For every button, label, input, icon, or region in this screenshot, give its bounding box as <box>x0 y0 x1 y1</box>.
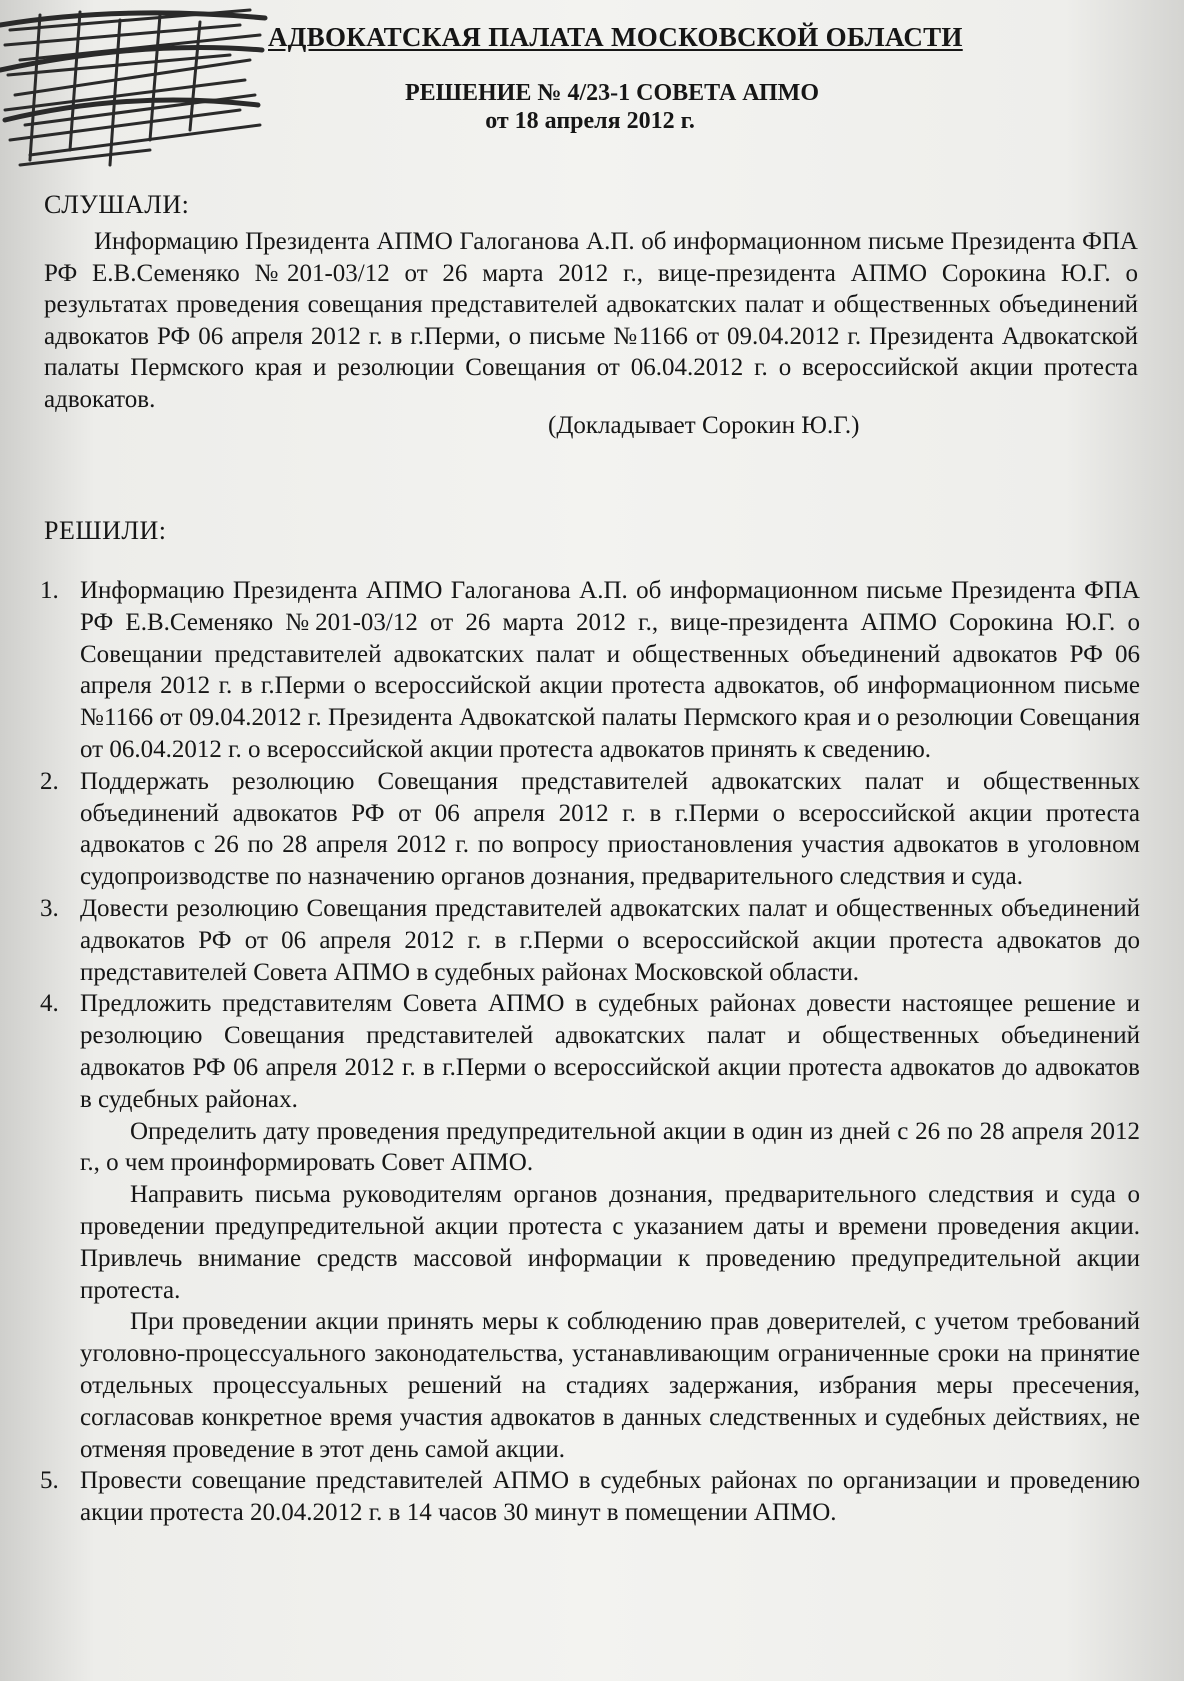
decision-item-1 <box>40 575 1140 766</box>
item-number: 3. <box>40 894 59 922</box>
item4-paragraph: При проведении акции принять меры к соблюдению прав доверителей, с учетом требований уголовно-процессуального законодательства, устанавливающим ограниченные сроки на принятие отдельных процессуальных решений на стадиях задержания, избрания меры пресечения, согласовав конкретное время участия адвокатов в данных следственных и судебных действиях, не отменяя проведение в этот день самой акции. <box>80 1308 1140 1463</box>
reporter-note: (Докладывает Сорокин Ю.Г.) <box>548 412 860 439</box>
decision-title: РЕШЕНИЕ № 4/23-1 СОВЕТА АПМО <box>404 80 820 106</box>
item-text: Довести резолюцию Совещания представителей адвокатских палат и общественных объединений адвокатов РФ от 06 апреля 2012 г. в г.Перми о всероссийской акции протеста адвокатов до представителей Совета АПМО в судебных районах Московской области. <box>80 894 1140 986</box>
item4-paragraph: Определить дату проведения предупредительной акции в один из дней с 26 по 28 апреля 2012 г., о чем проинформировать Совет АПМО. <box>80 1117 1140 1177</box>
item-text: Предложить представителям Совета АПМО в судебных районах довести настоящее решение и резолюцию Совещания представителей адвокатских палат и общественных объединений адвокатов РФ 06 апреля 2012 г. в г.Перми о всероссийской акции протеста адвокатов до адвокатов в судебных районах. <box>80 990 1140 1113</box>
decided-label: РЕШИЛИ: <box>44 516 167 545</box>
item-text: Провести совещание представителей АПМО в судебных районах по организации и проведению акции протеста 20.04.2012 г. в 14 часов 30 минут в помещении АПМО. <box>80 1467 1140 1527</box>
organization-name: АДВОКАТСКАЯ ПАЛАТА МОСКОВСКОЙ ОБЛАСТИ <box>268 22 963 52</box>
item-number: 5. <box>40 1467 59 1495</box>
item-number: 1. <box>40 577 59 604</box>
decision-item-3 <box>40 893 1140 988</box>
heard-label: СЛУШАЛИ: <box>44 190 190 219</box>
heard-text: Информацию Президента АПМО Галоганова А.П. об информационном письме Президента ФПА РФ Е.В.Семеняко №201-03/12 от 26 марта 2012 г., вице-президента АПМО Сорокина Ю.Г. о результатах проведения совещания представителей адвокатских палат и общественных объединений адвокатов РФ 06 апреля 2012 г. в г.Перми, о письме №1166 от 09.04.2012 г. Президента Адвокатской палаты Пермского края и резолюции Совещания от 06.04.2012 г. о всероссийской акции протеста адвокатов. <box>44 228 1138 413</box>
decision-item-5 <box>40 1465 1140 1529</box>
item-text: Поддержать резолюцию Совещания представителей адвокатских палат и общественных объединений адвокатов РФ от 06 апреля 2012 г. в г.Перми о всероссийской акции протеста адвокатов с 26 по 28 апреля 2012 г. по вопросу приостановления участия адвокатов в уголовном судопроизводстве по назначению органов дознания, предварительного следствия и суда. <box>80 767 1140 891</box>
decision-date: от 18 апреля 2012 г. <box>485 108 695 134</box>
item4-paragraph: Направить письма руководителям органов дознания, предварительного следствия и суда о проведении предупредительной акции протеста с указанием даты и времени проведения акции. Привлечь внимание средств массовой информации к проведению предупредительной акции протеста. <box>80 1181 1140 1304</box>
decision-item-4 <box>40 988 1140 1115</box>
decision-item-2 <box>40 766 1140 893</box>
decision-list <box>40 575 1140 1529</box>
item-number: 4. <box>40 990 59 1018</box>
item-text: Информацию Президента АПМО Галоганова А.П. об информационном письме Президента ФПА РФ Е.В.Семеняко №201-03/12 от 26 марта 2012 г., вице-президента АПМО Сорокина Ю.Г. о Совещании представителей адвокатских палат и общественных объединений адвокатов РФ 06 апреля 2012 г. в г.Перми о всероссийской акции протеста адвокатов, об информационном письме №1166 от 09.04.2012 г. Президента Адвокатской палаты Пермского края и о резолюции Совещания от 06.04.2012 г. о всероссийской акции протеста адвокатов принять к сведению. <box>80 577 1140 763</box>
item-number: 2. <box>40 767 59 795</box>
